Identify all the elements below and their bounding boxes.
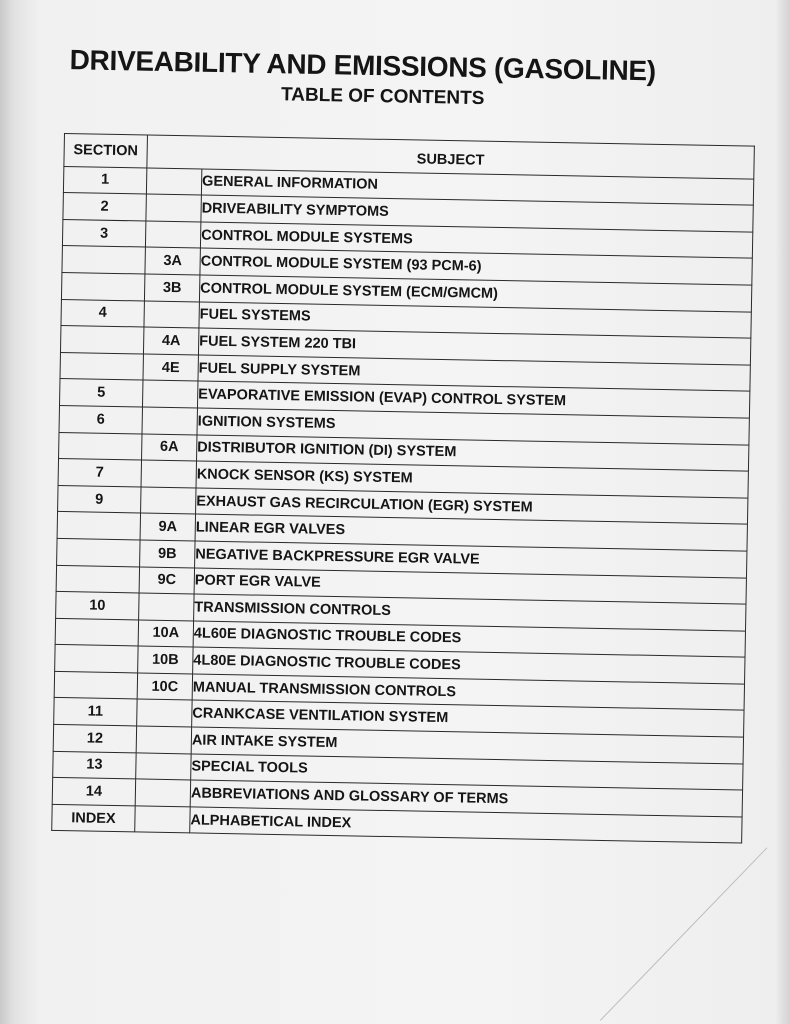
section-number: INDEX [52,804,135,832]
section-number [60,326,143,354]
subject-title: EXHAUST GAS RECIRCULATION (EGR) SYSTEM [196,488,748,525]
subsection-number [136,726,191,754]
section-number [55,645,138,673]
subsection-number [142,407,197,435]
subsection-number: 9B [140,540,195,568]
section-number: 13 [53,751,136,779]
subsection-number [136,753,191,781]
subject-title: PORT EGR VALVE [194,567,746,604]
subsection-number [141,460,196,488]
subject-title: FUEL SUPPLY SYSTEM [198,355,750,392]
subject-title: AIR INTAKE SYSTEM [191,727,743,764]
section-number [62,246,145,274]
subsection-number: 4E [143,354,198,382]
subsection-number [137,699,192,727]
subject-title: FUEL SYSTEM 220 TBI [198,328,750,365]
subject-title: IGNITION SYSTEMS [197,408,749,445]
section-number [54,671,137,699]
subject-column-header: SUBJECT [147,135,754,179]
subsection-number [135,779,190,807]
section-number [61,272,144,300]
subject-title: ABBREVIATIONS AND GLOSSARY OF TERMS [190,780,742,817]
toc-body [52,166,754,843]
subject-title: SPECIAL TOOLS [191,754,743,791]
section-number: 5 [60,379,143,407]
section-number: 9 [58,485,141,513]
section-number [56,565,139,593]
subject-title: MANUAL TRANSMISSION CONTROLS [192,674,744,711]
document-title: DRIVEABILITY AND EMISSIONS (GASOLINE) [69,44,657,87]
section-number: 14 [52,778,135,806]
subsection-number [135,806,190,834]
section-number: 10 [56,592,139,620]
toc-table [51,133,755,844]
subject-title: CRANKCASE VENTILATION SYSTEM [192,700,744,737]
table-of-contents [51,133,754,844]
subsection-number [142,380,197,408]
subject-title: CONTROL MODULE SYSTEMS [200,222,752,259]
subject-title: GENERAL INFORMATION [201,169,753,206]
subsection-number: 6A [142,434,197,462]
subject-title: CONTROL MODULE SYSTEM (ECM/GMCM) [199,275,751,312]
subject-title: ALPHABETICAL INDEX [190,807,742,844]
document-subtitle: TABLE OF CONTENTS [280,84,485,110]
section-number: 1 [63,166,146,194]
subsection-number [146,168,201,196]
section-number: 12 [53,724,136,752]
subsection-number: 3B [144,274,199,302]
subsection-number: 10A [138,620,193,648]
page-fold-line [600,847,767,1020]
subject-title: TRANSMISSION CONTROLS [194,594,746,631]
subsection-number [146,194,201,222]
subject-title: CONTROL MODULE SYSTEM (93 PCM-6) [200,248,752,285]
subsection-number: 3A [145,247,200,275]
document-header [59,44,760,115]
section-number: 3 [62,219,145,247]
subject-title: FUEL SYSTEMS [199,302,751,339]
subject-title: DRIVEABILITY SYMPTOMS [201,195,753,232]
subsection-number [144,301,199,329]
subsection-number [141,487,196,515]
subject-title: EVAPORATIVE EMISSION (EVAP) CONTROL SYSTEM [197,381,749,418]
subsection-number: 10C [137,673,192,701]
subject-title: LINEAR EGR VALVES [195,514,747,551]
section-number [60,352,143,380]
subject-title: 4L80E DIAGNOSTIC TROUBLE CODES [193,647,745,684]
subsection-number: 4A [143,327,198,355]
section-number: 11 [54,698,137,726]
subject-title: DISTRIBUTOR IGNITION (DI) SYSTEM [197,435,749,472]
subsection-number: 9A [140,513,195,541]
section-column-header: SECTION [64,134,148,168]
subsection-number: 9C [139,566,194,594]
section-number: 4 [61,299,144,327]
subsection-number [145,221,200,249]
section-number: 6 [59,405,142,433]
subject-title: 4L60E DIAGNOSTIC TROUBLE CODES [193,621,745,658]
section-number [57,538,140,566]
subject-title: KNOCK SENSOR (KS) SYSTEM [196,461,748,498]
section-number: 2 [63,193,146,221]
section-number: 7 [58,459,141,487]
section-number [57,512,140,540]
subsection-number: 10B [138,646,193,674]
section-number [55,618,138,646]
section-number [59,432,142,460]
subject-title: NEGATIVE BACKPRESSURE EGR VALVE [195,541,747,578]
subsection-number [139,593,194,621]
